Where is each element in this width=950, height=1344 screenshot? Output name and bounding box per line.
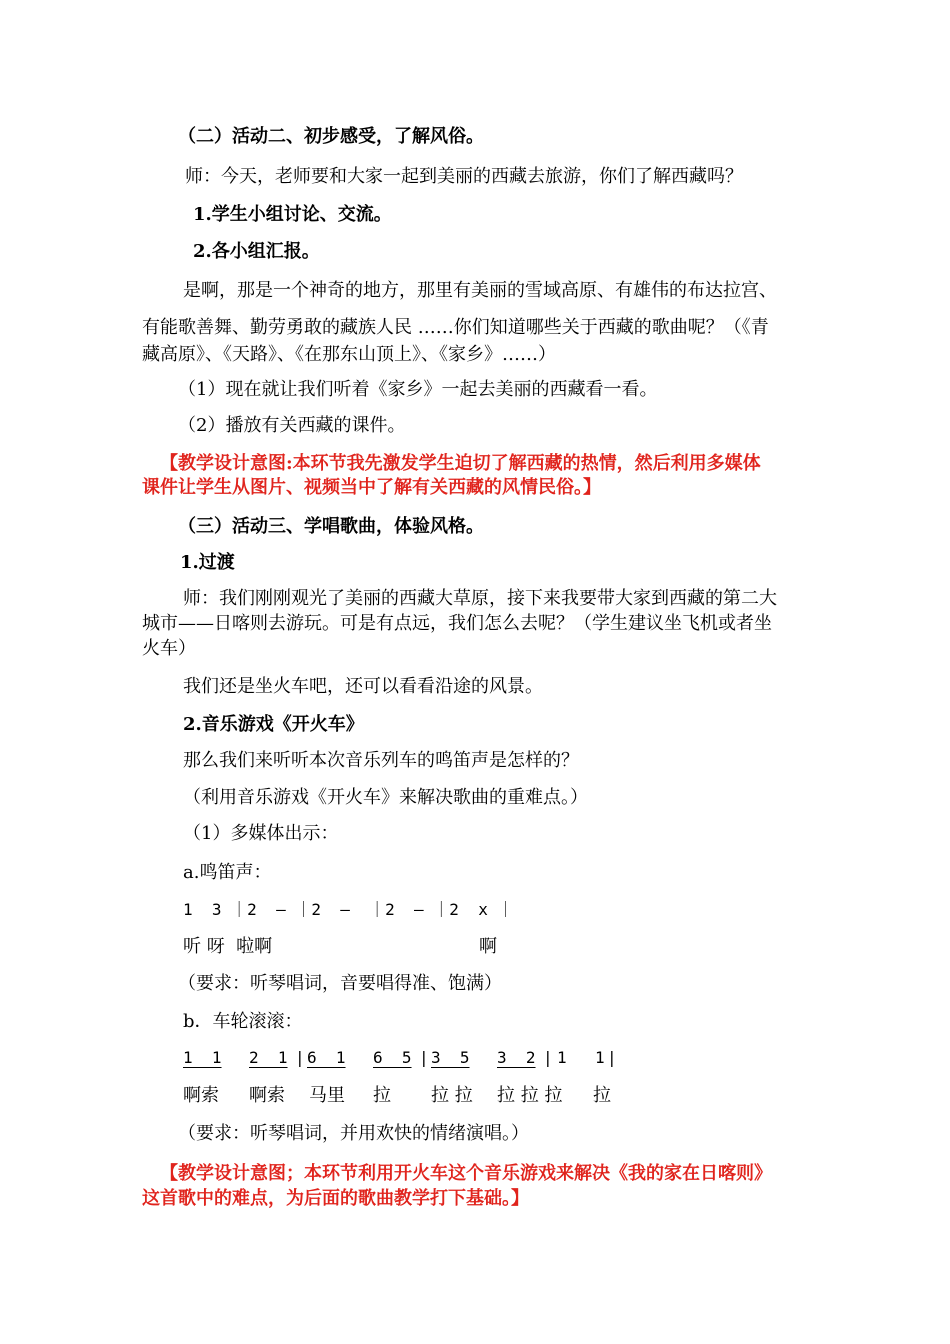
teacher-2-line-3: 火车） (142, 638, 196, 659)
activity2-heading: （二）活动二、初步感受，了解风俗。 (178, 126, 484, 147)
train-choice: 我们还是坐火车吧，还可以看看沿途的风景。 (183, 676, 543, 697)
game-heading: 2.音乐游戏《开火车》 (183, 714, 364, 735)
design-note-2-line-1: 【教学设计意图；本环节利用开火车这个音乐游戏来解决《我的家在日喀则》 (160, 1163, 772, 1184)
notation-pair-6: 3 2 (497, 1048, 536, 1067)
whistle-lyric-2: 啊 (479, 936, 497, 957)
activity3-heading: （三）活动三、学唱歌曲，体验风格。 (178, 516, 484, 537)
notation-pair-1: 1 1 (183, 1048, 222, 1067)
wheel-lyric-7: 拉 (593, 1085, 611, 1106)
whistle-lyrics (183, 935, 523, 959)
multimedia-item: （1）多媒体出示： (183, 823, 339, 844)
wheel-lyrics (183, 1084, 643, 1108)
whistle-label: a.鸣笛声： (183, 862, 272, 883)
design-note-2-line-2: 这首歌中的难点，为后面的歌曲教学打下基础。】 (142, 1188, 529, 1209)
whistle-notation: 1 3 ｜2 – ｜2 – ｜2 – ｜2 x ｜ (183, 900, 514, 919)
design-note-1-line-1: 【教学设计意图:本环节我先激发学生迫切了解西藏的热情，然后利用多媒体 (160, 453, 761, 474)
wheel-lyric-4: 拉 (373, 1085, 391, 1106)
teacher-2-line-1: 师：我们刚刚观光了美丽的西藏大草原，接下来我要带大家到西藏的第二大 (183, 588, 777, 609)
bar-line-2: | (419, 1048, 429, 1067)
wheel-requirement: （要求：听琴唱词，并用欢快的情绪演唱。） (178, 1123, 529, 1144)
notation-pair-3: 6 1 (307, 1048, 346, 1067)
item-1: （1）现在就让我们听着《家乡》一起去美丽的西藏看一看。 (178, 379, 658, 400)
wheel-lyric-6: 拉 拉 拉 (497, 1085, 563, 1106)
whistle-lyric-1: 听 呀 啦啊 (183, 936, 273, 957)
paragraph-1-line-1: 是啊，那是一个神奇的地方，那里有美丽的雪域高原、有雄伟的布达拉宫、 (183, 280, 777, 301)
teacher-2-line-2: 城市——日喀则去游玩。可是有点远，我们怎么去呢？（学生建议坐飞机或者坐 (142, 613, 772, 634)
notation-pair-4: 6 5 (373, 1048, 412, 1067)
item-2: （2）播放有关西藏的课件。 (178, 415, 406, 436)
notation-pair-5: 3 5 (431, 1048, 470, 1067)
paragraph-1-line-2: 有能歌善舞、勤劳勇敢的藏族人民 ……你们知道哪些关于西藏的歌曲呢？（《青 (142, 317, 769, 338)
wheel-label: b．车轮滚滚： (183, 1011, 303, 1032)
wheel-lyric-1: 啊索 (183, 1085, 219, 1106)
bar-line-4: | (607, 1048, 617, 1067)
transition-heading: 1.过渡 (180, 552, 235, 573)
step-2: 2.各小组汇报。 (193, 241, 320, 262)
notation-pair-2: 2 1 (249, 1048, 288, 1067)
listen-question: 那么我们来听听本次音乐列车的鸣笛声是怎样的？ (183, 750, 579, 771)
bar-line-3: | (543, 1048, 553, 1067)
whistle-requirement: （要求：听琴唱词，音要唱得准、饱满） (178, 973, 502, 994)
wheel-lyric-3: 马里 (309, 1085, 345, 1106)
wheel-lyric-5: 拉 拉 (431, 1085, 473, 1106)
bar-line-1: | (295, 1048, 305, 1067)
game-purpose: （利用音乐游戏《开火车》来解决歌曲的重难点。） (183, 787, 588, 808)
design-note-1-line-2: 课件让学生从图片、视频当中了解有关西藏的风情民俗。】 (142, 477, 601, 498)
notation-single-7: 1 (557, 1048, 567, 1067)
notation-single-8: 1 (595, 1048, 605, 1067)
step-1: 1.学生小组讨论、交流。 (193, 204, 392, 225)
wheel-notation (183, 1046, 623, 1070)
paragraph-1-line-3: 藏高原》、《天路》、《在那东山顶上》、《家乡》……） (142, 344, 556, 365)
wheel-lyric-2: 啊索 (249, 1085, 285, 1106)
teacher-intro: 师：今天，老师要和大家一起到美丽的西藏去旅游，你们了解西藏吗？ (185, 166, 743, 187)
